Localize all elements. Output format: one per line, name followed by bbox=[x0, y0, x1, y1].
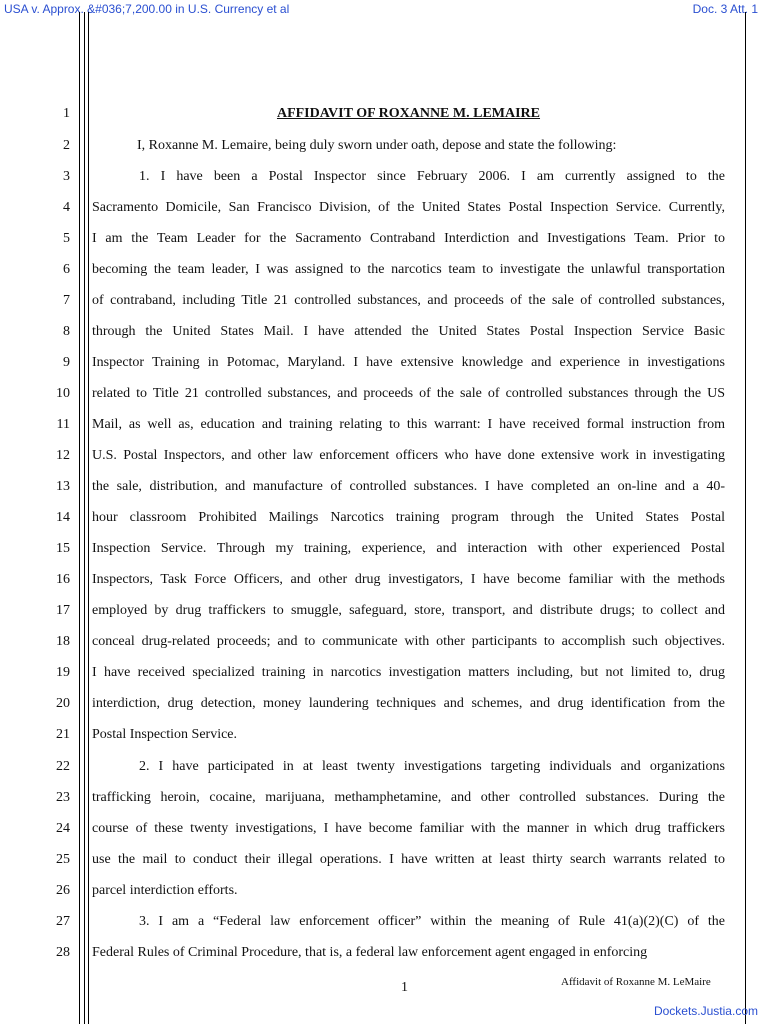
line-number: 22 bbox=[56, 759, 70, 774]
line-number: 24 bbox=[56, 821, 70, 836]
footer-caption: Affidavit of Roxanne M. LeMaire bbox=[561, 976, 711, 988]
page-number: 1 bbox=[401, 980, 408, 995]
text-line: I have received specialized training in narcotics investigation matters including, but not limited to, drug bbox=[92, 665, 725, 680]
text-line: use the mail to conduct their illegal operations. I have written at least thirty search warrants related to bbox=[92, 852, 725, 867]
text-line: Inspection Service. Through my training, experience, and interaction with other experienced Postal bbox=[92, 541, 725, 556]
source-link[interactable]: Dockets.Justia.com bbox=[653, 1004, 758, 1018]
text-line: 3. I am a “Federal law enforcement officer” within the meaning of Rule 41(a)(2)(C) of the bbox=[139, 914, 725, 929]
line-number: 25 bbox=[56, 852, 70, 867]
text-line: Postal Inspection Service. bbox=[92, 727, 238, 742]
line-number: 12 bbox=[56, 448, 70, 463]
line-number: 9 bbox=[63, 355, 70, 370]
line-number: 14 bbox=[56, 510, 70, 525]
text-line: 2. I have participated in at least twenty investigations targeting individuals and organizations bbox=[139, 759, 725, 774]
text-line: becoming the team leader, I was assigned to the narcotics team to investigate the unlawful transportation bbox=[92, 262, 725, 277]
margin-rule bbox=[79, 12, 80, 1024]
line-number: 4 bbox=[63, 200, 70, 215]
text-line: related to Title 21 controlled substances, and proceeds of the sale of controlled substances through the US bbox=[92, 386, 725, 401]
document-title: AFFIDAVIT OF ROXANNE M. LEMAIRE bbox=[276, 106, 541, 121]
line-number: 7 bbox=[63, 293, 70, 308]
line-number: 15 bbox=[56, 541, 70, 556]
line-number: 18 bbox=[56, 634, 70, 649]
line-number: 19 bbox=[56, 665, 70, 680]
text-line: Mail, as well as, education and training relating to this warrant: I have received formal instruction from bbox=[92, 417, 725, 432]
line-number: 21 bbox=[56, 727, 70, 742]
text-line: Inspectors, Task Force Officers, and other drug investigators, I have become familiar with the methods bbox=[92, 572, 725, 587]
line-number: 13 bbox=[56, 479, 70, 494]
line-number: 11 bbox=[56, 417, 70, 432]
text-line: hour classroom Prohibited Mailings Narcotics training program through the United States Postal bbox=[92, 510, 725, 525]
text-line: 1. I have been a Postal Inspector since February 2006. I am currently assigned to the bbox=[139, 169, 725, 184]
text-line: of contraband, including Title 21 controlled substances, and proceeds of the sale of controlled substances, bbox=[92, 293, 725, 308]
text-line: interdiction, drug detection, money laundering techniques and schemes, and drug identification from the bbox=[92, 696, 725, 711]
line-number: 16 bbox=[56, 572, 70, 587]
text-line: Inspector Training in Potomac, Maryland. I have extensive knowledge and experience in investigations bbox=[92, 355, 725, 370]
doc-reference-link[interactable]: Doc. 3 Att. 1 bbox=[692, 2, 758, 16]
line-number: 6 bbox=[63, 262, 70, 277]
line-number: 5 bbox=[63, 231, 70, 246]
line-number: 26 bbox=[56, 883, 70, 898]
text-line: U.S. Postal Inspectors, and other law enforcement officers who have done extensive work in investigating bbox=[92, 448, 725, 463]
line-number: 17 bbox=[56, 603, 70, 618]
text-line: conceal drug-related proceeds; and to communicate with other participants to accomplish such objectives. bbox=[92, 634, 725, 649]
text-line: I am the Team Leader for the Sacramento Contraband Interdiction and Investigations Team. Prior to bbox=[92, 231, 725, 246]
line-number: 2 bbox=[63, 138, 70, 153]
text-line: course of these twenty investigations, I have become familiar with the manner in which drug traffickers bbox=[92, 821, 725, 836]
text-line: employed by drug traffickers to smuggle, safeguard, store, transport, and distribute drugs; to collect and bbox=[92, 603, 725, 618]
right-margin-rule bbox=[745, 12, 746, 1024]
line-number: 20 bbox=[56, 696, 70, 711]
text-line: I, Roxanne M. Lemaire, being duly sworn under oath, depose and state the following: bbox=[137, 138, 617, 153]
line-number: 1 bbox=[63, 106, 70, 121]
line-number: 27 bbox=[56, 914, 70, 929]
case-title-link[interactable]: USA v. Approx. &#036;7,200.00 in U.S. Currency et al bbox=[4, 2, 290, 16]
line-number: 8 bbox=[63, 324, 70, 339]
line-number: 10 bbox=[56, 386, 70, 401]
text-line: parcel interdiction efforts. bbox=[92, 883, 238, 898]
text-line: Sacramento Domicile, San Francisco Division, of the United States Postal Inspection Service. Currently, bbox=[92, 200, 725, 215]
margin-rule bbox=[84, 12, 85, 1024]
line-number: 3 bbox=[63, 169, 70, 184]
text-line: the sale, distribution, and manufacture of controlled substances. I have completed an on-line and a 40- bbox=[92, 479, 725, 494]
text-line: Federal Rules of Criminal Procedure, that is, a federal law enforcement agent engaged in enforcing bbox=[92, 945, 648, 960]
line-number: 23 bbox=[56, 790, 70, 805]
margin-rule bbox=[88, 12, 89, 1024]
line-number: 28 bbox=[56, 945, 70, 960]
text-line: trafficking heroin, cocaine, marijuana, methamphetamine, and other controlled substances. During the bbox=[92, 790, 725, 805]
text-line: through the United States Mail. I have attended the United States Postal Inspection Service Basic bbox=[92, 324, 725, 339]
